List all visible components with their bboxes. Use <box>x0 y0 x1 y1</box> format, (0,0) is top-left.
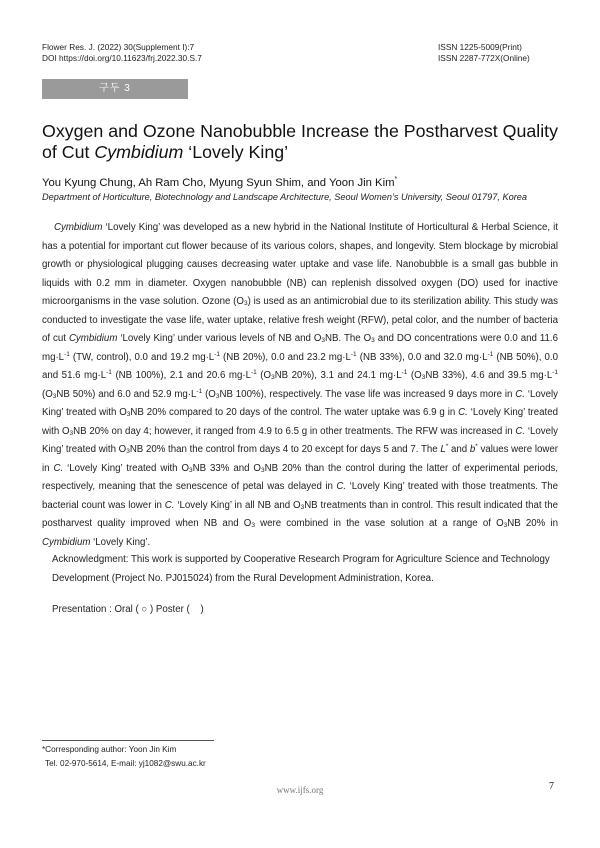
title-line-2-prefix: of Cut <box>42 142 95 162</box>
paper-title <box>42 121 562 163</box>
issn-online: ISSN 2287-772X(Online) <box>438 52 530 63</box>
session-banner: 구두 3 <box>42 79 188 99</box>
poster-checkbox <box>190 604 198 615</box>
journal-website[interactable]: www.ijfs.org <box>276 785 324 795</box>
title-line-2-suffix: ‘Lovely King’ <box>183 142 289 162</box>
page-number: 7 <box>549 781 554 792</box>
author-names: You Kyung Chung, Ah Ram Cho, Myung Syun Shim, and Yoon Jin Kim <box>42 176 395 189</box>
oral-checkbox: ○ <box>141 604 148 615</box>
title-genus: Cymbidium <box>94 142 184 162</box>
presentation-type: Presentation : Oral ( ○ ) Poster ( ) <box>52 604 204 615</box>
citation-block <box>42 42 202 63</box>
affiliation: Department of Horticulture, Biotechnology and Landscape Architecture, Seoul Women’s University, Seoul 01797, Korea <box>42 192 527 202</box>
issn-block <box>438 42 558 63</box>
abstract-body: Cymbidium ‘Lovely King’ was developed as a new hybrid in the National Institute of Horticultural & Herbal Science, it has a potential for important cut flower because of its various colors, shapes, and longevity. Stem blockage by microbial growth or physiological plugging causes decreasing water uptake and vase life. Nanobubble is a small gas bubble in liquids with 0.2 mm in diameter. Oxygen nanobubble (NB) can replenish dissolved oxygen (DO) used for inactive microorganisms in the vase solution. Ozone $(O_3)$ is used as an antimicrobial due to its sterilization ability. This study was conducted to investigate the vase life, water uptake, relative fresh weight (RFW), petal color, and the number of bacteria of cut Cymbidium ‘Lovely King’ under various levels of NB and $O_3NB$. The $O_3$ and DO concentrations were 0.0 and 11.6 $mg\cdot L^{-1}$ (TW, control), 0.0 and 19.2 $mg\cdot L^{-1}$ (NB 20%), 0.0 and 23.2 $mg\cdot L^{-1}$ (NB 33%), 0.0 and 32.0 $mg\cdot L^{-1}$ (NB 50%), 0.0 and 51.6 $mg\cdot L^{-1}$ (NB 100%), 2.1 and 20.6 $mg\cdot L^{-1}$ ($O_3NB$ 20%), 3.1 and 24.1 $mg\cdot L^{-1}$ ($O_3NB$ 33%), 4.6 and 39.5 $mg\cdot L^{-1}$ ($O_3NB$ 50%) and 6.0 and 52.9 $mg\cdot L^{-1}$ ($O_3NB$ 100%), respectively. The vase life was increased 9 days more in C. ‘Lovely King’ treated with $O_3NB$ 20% compared to 20 days of the control. The water uptake was 6.9 g in C. ‘Lovely King’ treated with $O_3NB$ 20% on day 4; however, it ranged from 4.9 to 6.5 g in other treatments. The RFW was increased in C. ‘Lovely King’ treated with $O_3NB$ 20% than the control from days 4 to 20 except for days 5 and 7. The L* and b* values were lower in C. ‘Lovely King’ treated with $O_3NB$ 33% and $O_3NB$ 20% than the control during the latter of experimental periods, respectively, meaning that the senescence of petal was delayed in C. ‘Lovely King’ treated with those treatments. The bacterial count was lower in C. ‘Lovely King’ in all NB and $O_3NB$ treatments than in control. This result indicated that the postharvest quality improved when NB and $O_3$ were combined in the vase solution at a range of $O_3NB$ 20% in Cymbidium ‘Lovely King’. <box>42 222 559 548</box>
acknowledgment: Acknowledgment: This work is supported by Cooperative Research Program for Agriculture Science and Technology Development (Project No. PJ015024) from the Rural Development Administration, Korea. <box>52 554 550 584</box>
issn-print: ISSN 1225-5009(Print) <box>438 42 522 52</box>
footnote-corresponding-author: *Corresponding author: Yoon Jin Kim <box>42 745 177 754</box>
author-list <box>42 176 397 189</box>
footnote-divider <box>42 740 214 741</box>
journal-citation: Flower Res. J. (2022) 30(Supplement I):7 <box>42 42 195 52</box>
doi-link[interactable]: DOI https://doi.org/10.11623/frj.2022.30.S.7 <box>42 52 202 63</box>
footnote-contact: Tel. 02-970-5614, E-mail: yj1082@swu.ac.kr <box>45 759 206 768</box>
title-line-1: Oxygen and Ozone Nanobubble Increase the Postharvest Quality <box>42 121 558 141</box>
corresponding-mark: * <box>394 176 398 183</box>
